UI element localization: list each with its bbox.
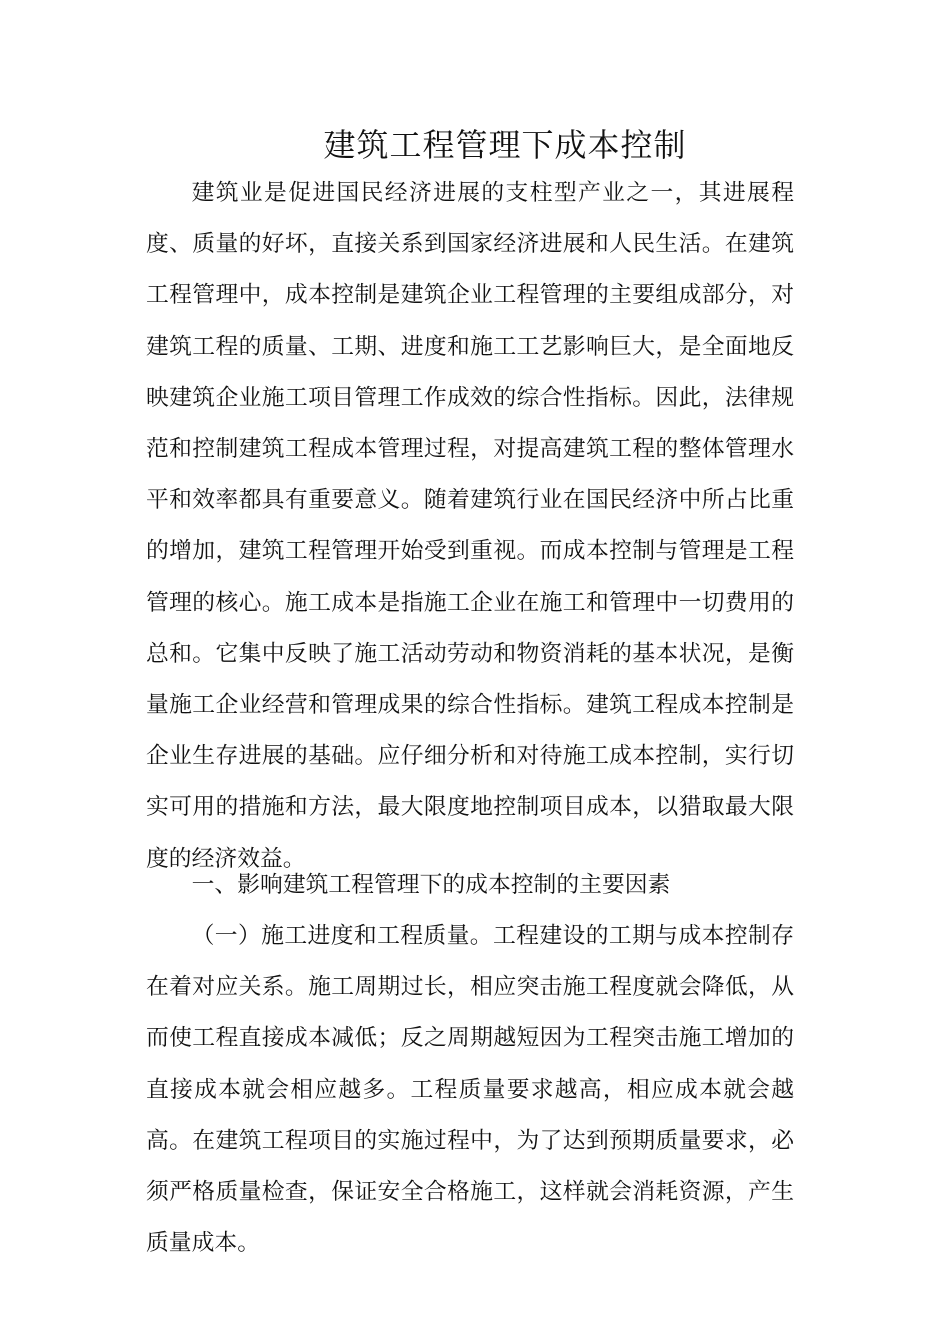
- paragraph-text: （一）施工进度和工程质量。工程建设的工期与成本控制存在着对应关系。施工周期过长，相应突击施工程度就会降低，从而使工程直接成本减低；反之周期越短因为工程突击施工增加的直接成本就会相应越多。工程质量要求越高，相应成本就会越高。在建筑工程项目的实施过程中，为了达到预期质量要求，必须严格质量检查，保证安全合格施工，这样就会消耗资源，产生质量成本。: [146, 923, 794, 1257]
- section-heading-text: 一、影响建筑工程管理下的成本控制的主要因素: [191, 872, 671, 898]
- paragraph-subsection-1: [146, 911, 794, 1269]
- section-heading-1: [146, 860, 794, 911]
- document-title: 建筑工程管理下成本控制: [323, 126, 687, 164]
- paragraph-text: 建筑业是促进国民经济进展的支柱型产业之一，其进展程度、质量的好坏，直接关系到国家经济进展和人民生活。在建筑工程管理中，成本控制是建筑企业工程管理的主要组成部分，对建筑工程的质量、工期、进度和施工工艺影响巨大，是全面地反映建筑企业施工项目管理工作成效的综合性指标。因此，法律规范和控制建筑工程成本管理过程，对提高建筑工程的整体管理水平和效率都具有重要意义。随着建筑行业在国民经济中所占比重的增加，建筑工程管理开始受到重视。而成本控制与管理是工程管理的核心。施工成本是指施工企业在施工和管理中一切费用的总和。它集中反映了施工活动劳动和物资消耗的基本状况，是衡量施工企业经营和管理成果的综合性指标。建筑工程成本控制是企业生存进展的基础。应仔细分析和对待施工成本控制，实行切实可用的措施和方法，最大限度地控制项目成本，以猎取最大限度的经济效益。: [146, 180, 794, 872]
- paragraph-intro: [146, 168, 794, 885]
